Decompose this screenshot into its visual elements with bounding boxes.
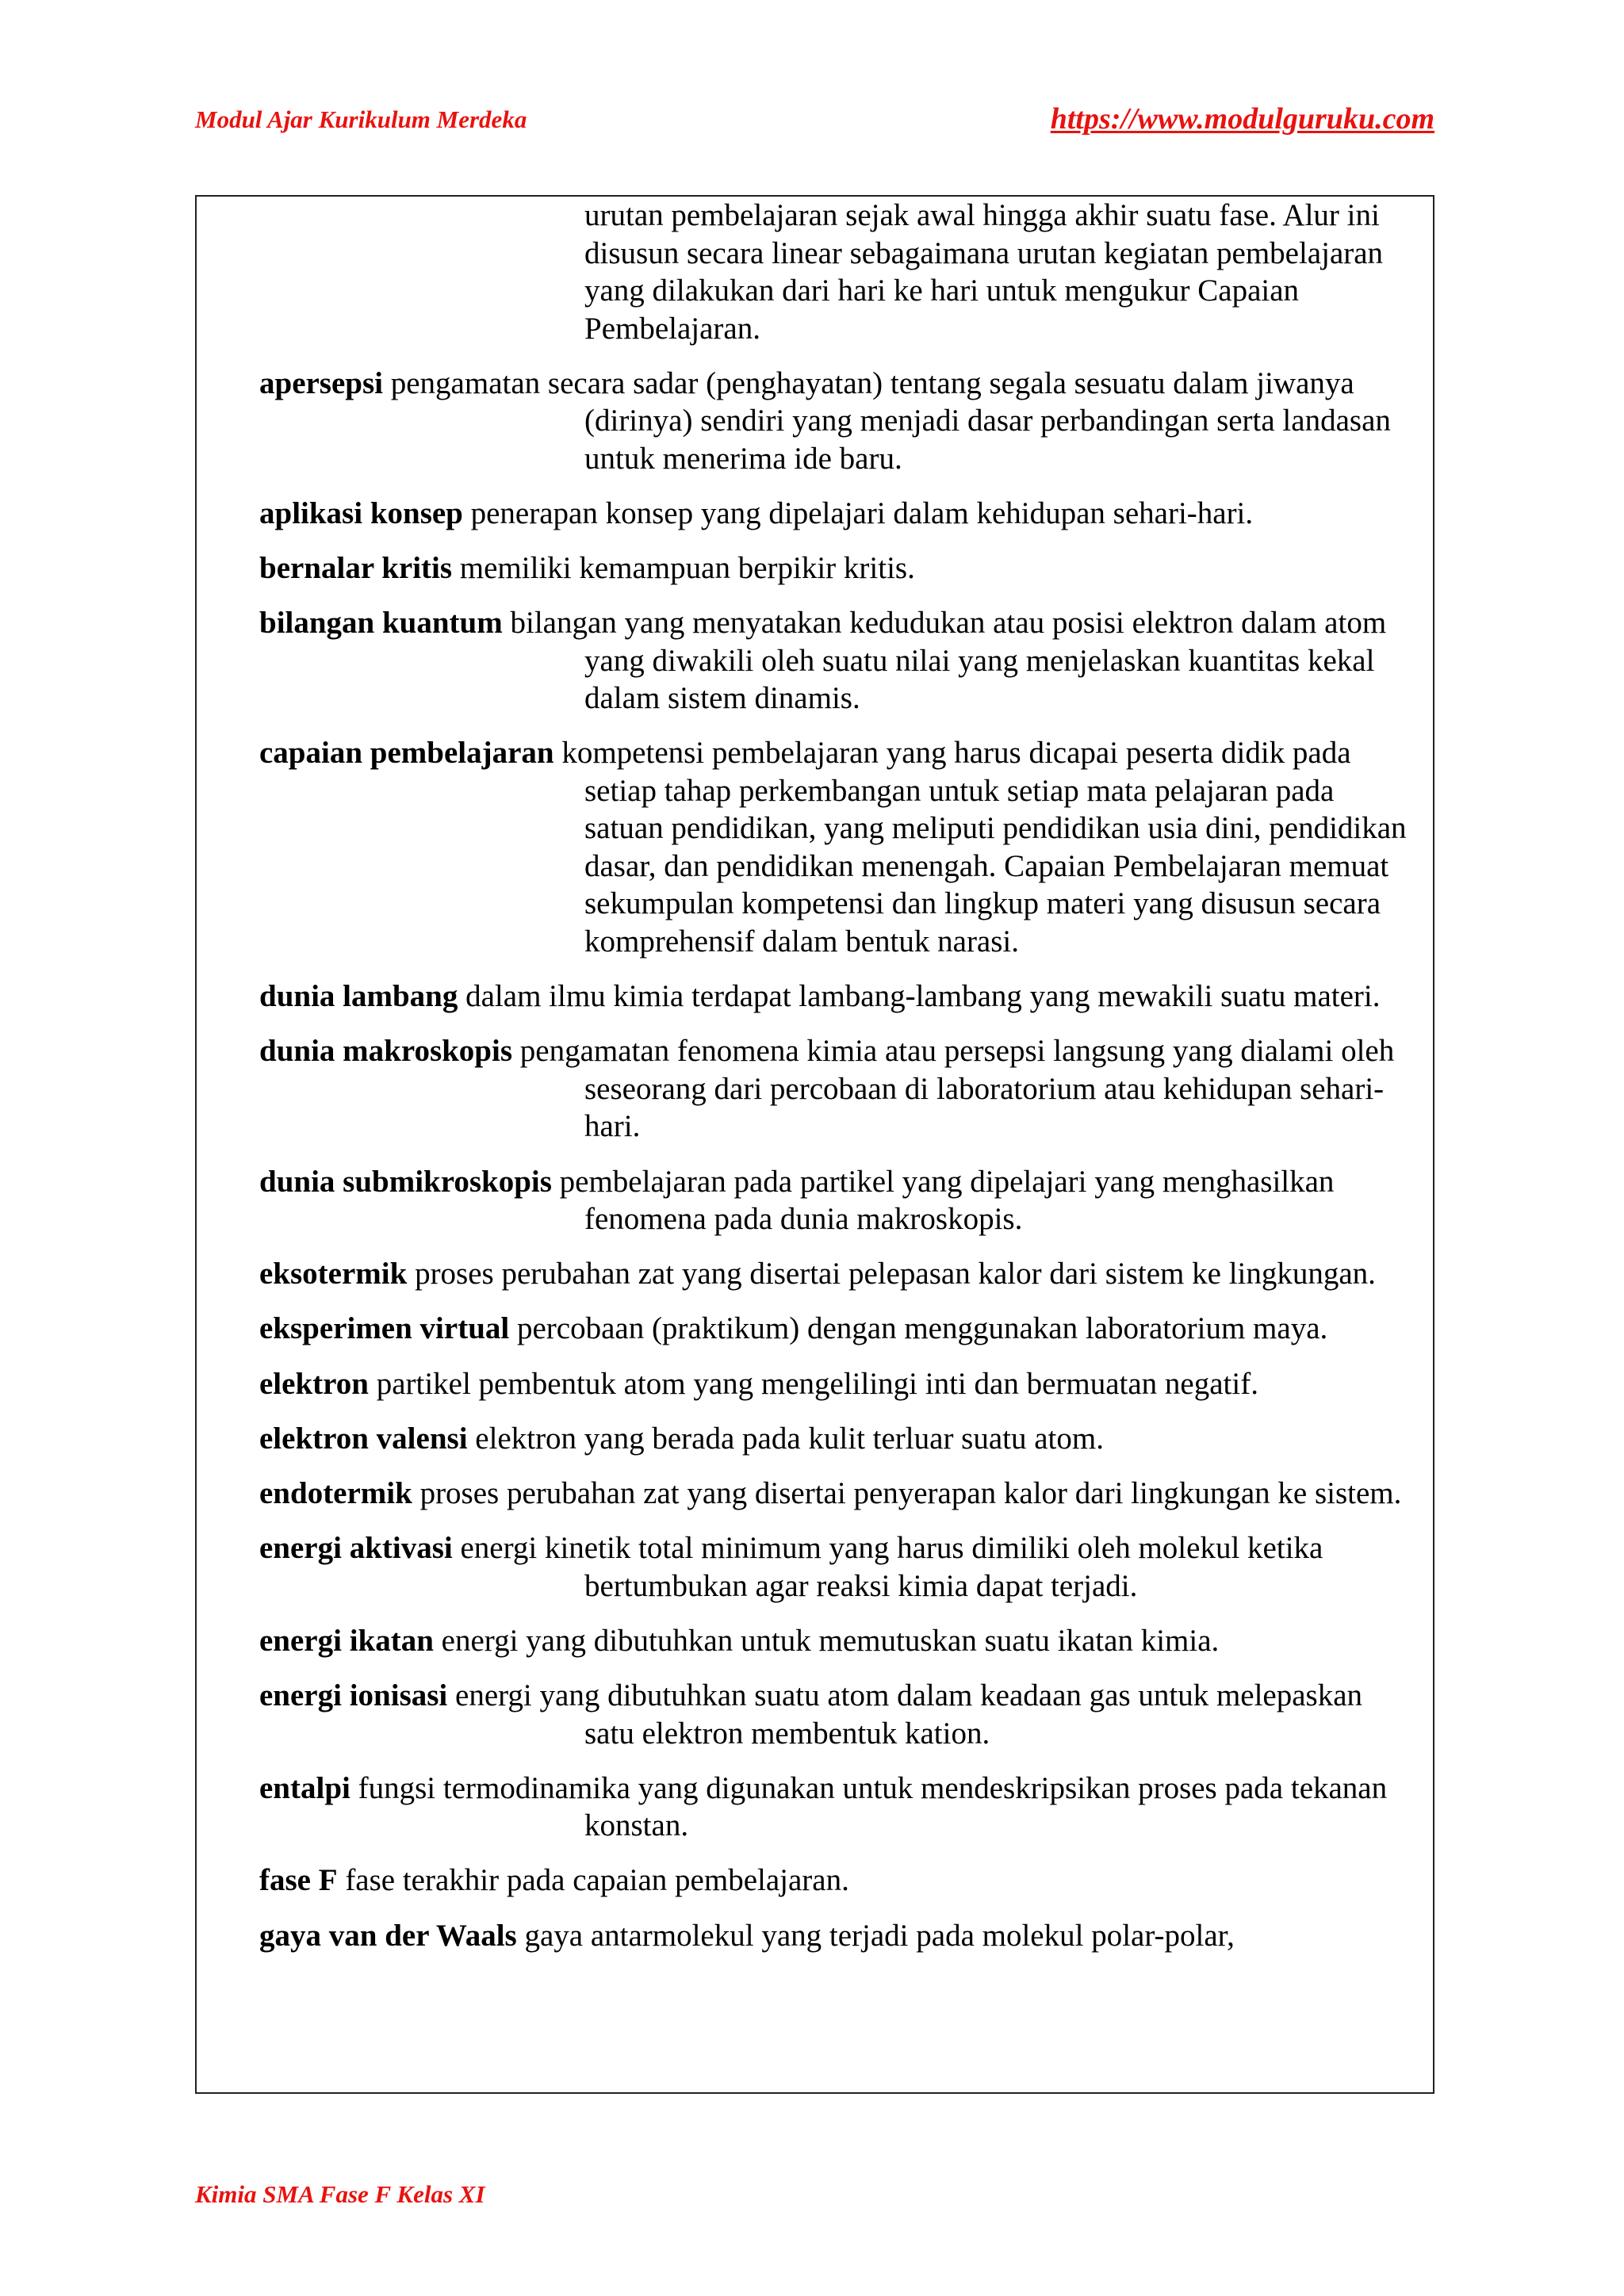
glossary-term: elektron valensi	[259, 1421, 468, 1456]
glossary-definition: energi kinetik total minimum yang harus dimiliki oleh molekul ketika bertumbukan agar reaksi kimia dapat terjadi.	[460, 1531, 1323, 1603]
glossary-definition: proses perubahan zat yang disertai pelepasan kalor dari sistem ke lingkungan.	[415, 1257, 1376, 1292]
glossary-term: eksotermik	[259, 1257, 408, 1292]
glossary-entry	[259, 1032, 1409, 1146]
glossary-definition: dalam ilmu kimia terdapat lambang-lambang yang mewakili suatu materi.	[465, 979, 1381, 1014]
header-url-link[interactable]: https://www.modulguruku.com	[1050, 102, 1434, 136]
glossary-term: fase F	[259, 1863, 338, 1898]
glossary-term: energi ikatan	[259, 1623, 434, 1658]
glossary-entry	[259, 1475, 1409, 1513]
glossary-entry	[259, 495, 1409, 533]
glossary-term: apersepsi	[259, 365, 383, 400]
glossary-entry	[259, 1917, 1409, 1955]
glossary-entry	[259, 734, 1409, 960]
footer-title: Kimia SMA Fase F Kelas XI	[195, 2180, 485, 2208]
glossary-definition: energi yang dibutuhkan untuk memutuskan suatu ikatan kimia.	[441, 1623, 1220, 1658]
glossary-term: dunia makroskopis	[259, 1034, 513, 1069]
glossary-term: entalpi	[259, 1770, 350, 1805]
glossary-definition: pembelajaran pada partikel yang dipelajari yang menghasilkan fenomena pada dunia makroskopis.	[559, 1164, 1335, 1236]
header-title: Modul Ajar Kurikulum Merdeka	[195, 105, 527, 133]
glossary-entry	[259, 1365, 1409, 1403]
glossary-term: gaya van der Waals	[259, 1918, 517, 1953]
glossary-entry	[259, 365, 1409, 478]
glossary-entry	[259, 1677, 1409, 1752]
glossary-definition: kompetensi pembelajaran yang harus dicapai peserta didik pada setiap tahap perkembangan untuk setiap mata pelajaran pada satuan pendidikan, yang meliputi pendidikan usia dini, pendidikan dasar, dan pendidikan menengah. Capaian Pembelajaran memuat sekumpulan kompetensi dan lingkup materi yang disusun secara komprehensif dalam bentuk narasi.	[561, 736, 1407, 959]
glossary-entry	[259, 1862, 1409, 1900]
glossary-term: elektron	[259, 1366, 369, 1401]
glossary-list	[259, 197, 1409, 1972]
glossary-entry	[259, 1255, 1409, 1293]
glossary-term: dunia lambang	[259, 979, 458, 1014]
glossary-entry	[259, 549, 1409, 587]
glossary-term: bilangan kuantum	[259, 606, 503, 641]
glossary-definition: bilangan yang menyatakan kedudukan atau posisi elektron dalam atom yang diwakili oleh suatu nilai yang menjelaskan kuantitas kekal dalam sistem dinamis.	[510, 606, 1387, 716]
glossary-definition: memiliki kemampuan berpikir kritis.	[459, 551, 915, 586]
glossary-definition: gaya antarmolekul yang terjadi pada molekul polar-polar,	[524, 1918, 1235, 1953]
glossary-definition: penerapan konsep yang dipelajari dalam kehidupan sehari-hari.	[470, 496, 1254, 530]
glossary-entry	[259, 1529, 1409, 1605]
glossary-entry	[259, 1622, 1409, 1660]
glossary-box	[195, 195, 1434, 2094]
glossary-entry	[259, 604, 1409, 718]
glossary-term: dunia submikroskopis	[259, 1164, 552, 1199]
glossary-definition: pengamatan fenomena kimia atau persepsi langsung yang dialami oleh seseorang dari percobaan di laboratorium atau kehidupan sehari-hari.	[519, 1034, 1395, 1144]
glossary-definition: energi yang dibutuhkan suatu atom dalam keadaan gas untuk melepaskan satu elektron membentuk kation.	[455, 1678, 1363, 1751]
glossary-definition: percobaan (praktikum) dengan menggunakan laboratorium maya.	[516, 1311, 1328, 1346]
glossary-term: capaian pembelajaran	[259, 736, 554, 771]
glossary-definition: proses perubahan zat yang disertai penyerapan kalor dari lingkungan ke sistem.	[419, 1475, 1402, 1510]
glossary-entry	[259, 1163, 1409, 1238]
glossary-entry	[259, 978, 1409, 1016]
glossary-definition: pengamatan secara sadar (penghayatan) tentang segala sesuatu dalam jiwanya (dirinya) sendiri yang menjadi dasar perbandingan serta landasan untuk menerima ide baru.	[390, 365, 1391, 476]
glossary-definition: partikel pembentuk atom yang mengelilingi inti dan bermuatan negatif.	[376, 1366, 1258, 1401]
glossary-continuation: urutan pembelajaran sejak awal hingga akhir suatu fase. Alur ini disusun secara linear sebagaimana urutan kegiatan pembelajaran yang dilakukan dari hari ke hari untuk mengukur Capaian Pembelajaran.	[584, 198, 1384, 346]
glossary-definition: fungsi termodinamika yang digunakan untuk mendeskripsikan proses pada tekanan konstan.	[358, 1770, 1388, 1843]
glossary-term: eksperimen virtual	[259, 1311, 510, 1346]
glossary-term: aplikasi konsep	[259, 496, 463, 530]
glossary-term: bernalar kritis	[259, 551, 453, 586]
glossary-term: energi ionisasi	[259, 1678, 448, 1712]
glossary-entry	[259, 1770, 1409, 1845]
glossary-term: energi aktivasi	[259, 1531, 453, 1566]
glossary-entry	[259, 1310, 1409, 1348]
glossary-term: endotermik	[259, 1475, 412, 1510]
glossary-entry	[259, 1420, 1409, 1458]
glossary-definition: fase terakhir pada capaian pembelajaran.	[345, 1863, 849, 1898]
glossary-definition: elektron yang berada pada kulit terluar suatu atom.	[475, 1421, 1104, 1456]
